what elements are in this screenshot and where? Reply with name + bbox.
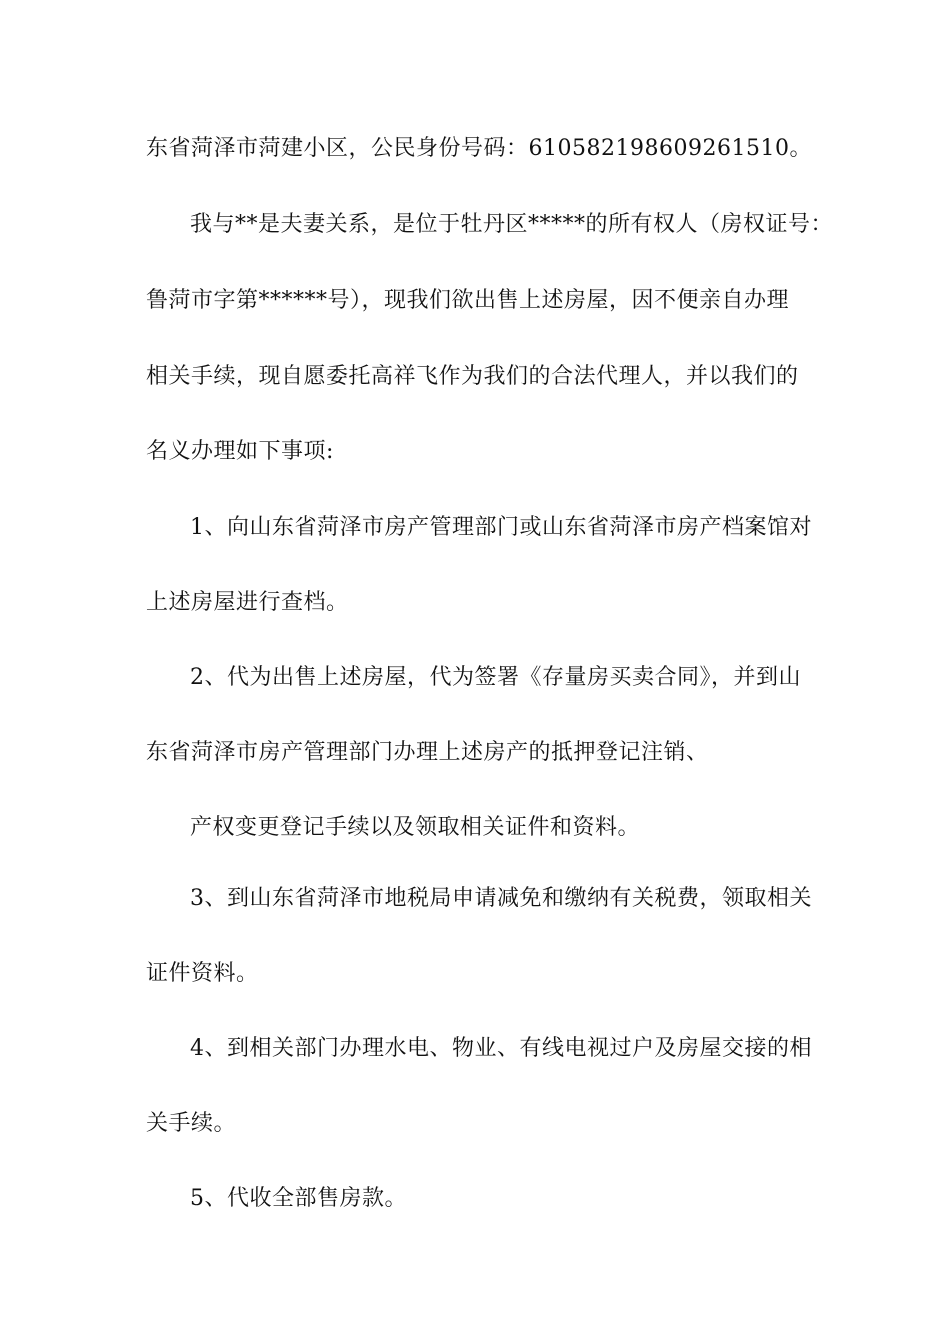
item-3-line-1: 3、到山东省菏泽市地税局申请减免和缴纳有关税费，领取相关 — [190, 886, 812, 911]
item-4-line-1: 4、到相关部门办理水电、物业、有线电视过户及房屋交接的相 — [190, 1036, 812, 1061]
item-3-line-2: 证件资料。 — [146, 961, 259, 986]
item-2-line-3: 产权变更登记手续以及领取相关证件和资料。 — [190, 815, 641, 840]
item-5-line-1: 5、代收全部售房款。 — [190, 1186, 407, 1211]
text-line-5: 名义办理如下事项: — [146, 439, 334, 464]
text-line-3: 鲁菏市字第******号），现我们欲出售上述房屋，因不便亲自办理 — [146, 288, 790, 313]
item-4-line-2: 关手续。 — [146, 1111, 237, 1136]
text-line-4: 相关手续，现自愿委托高祥飞作为我们的合法代理人，并以我们的 — [146, 364, 799, 389]
item-2-line-1: 2、代为出售上述房屋，代为签署《存量房买卖合同》，并到山 — [190, 665, 801, 690]
item-1-line-2: 上述房屋进行查档。 — [146, 590, 349, 615]
text-line-1: 东省菏泽市菏建小区，公民身份号码：610582198609261510。 — [146, 136, 812, 161]
text-line-2: 我与**是夫妻关系，是位于牡丹区*****的所有权人（房权证号： — [190, 212, 834, 237]
item-1-line-1: 1、向山东省菏泽市房产管理部门或山东省菏泽市房产档案馆对 — [190, 515, 812, 540]
item-2-line-2: 东省菏泽市房产管理部门办理上述房产的抵押登记注销、 — [146, 740, 709, 765]
